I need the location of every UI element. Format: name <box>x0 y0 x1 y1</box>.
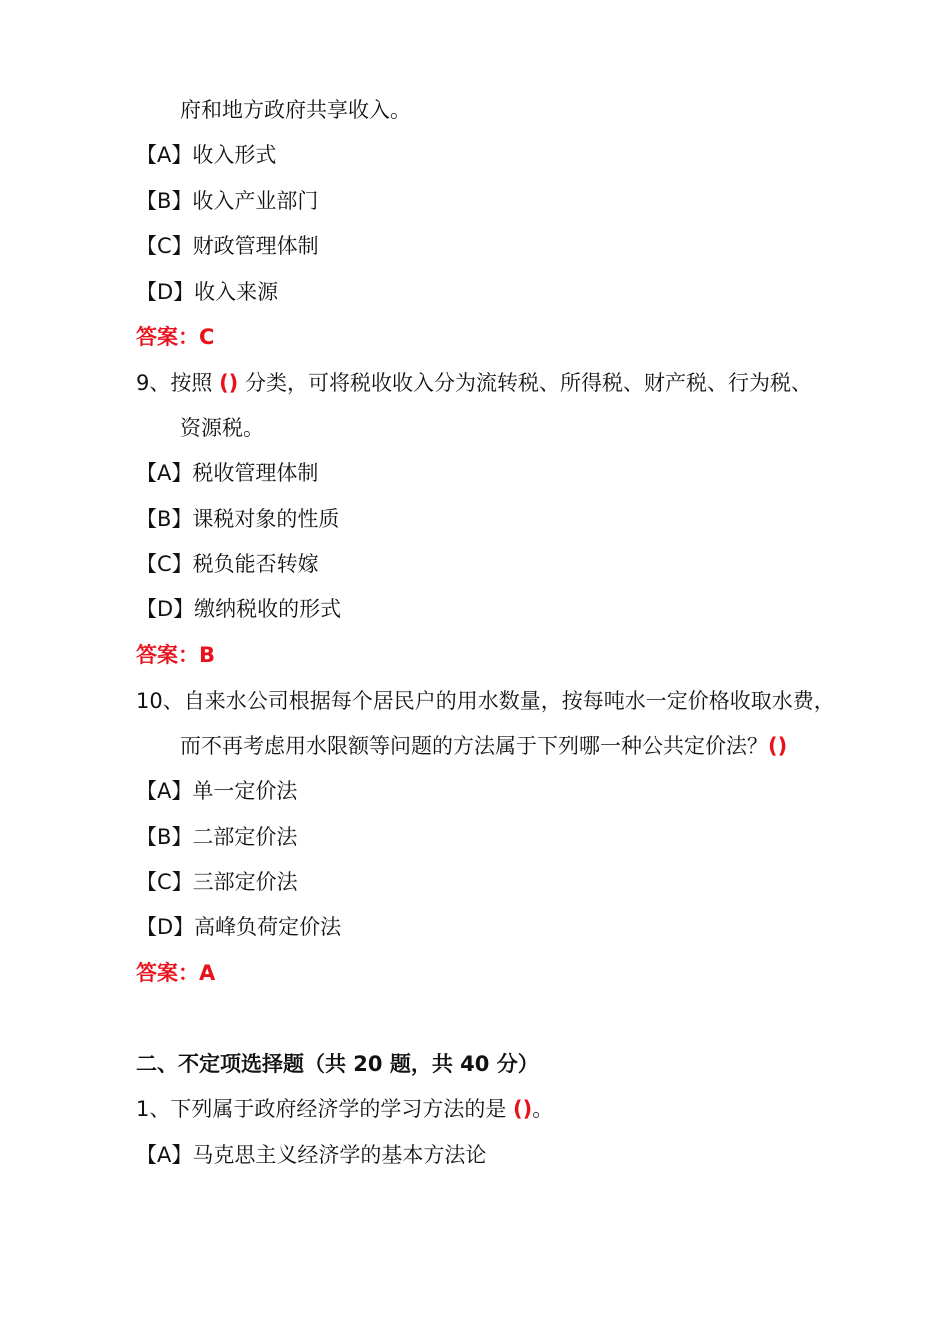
option-label: 【C】 <box>136 552 193 576</box>
answer-blank: () <box>219 371 239 395</box>
question-10-answer: 答案：A <box>136 961 216 985</box>
question-9-option-b <box>136 504 339 534</box>
question-9-stem <box>136 368 812 398</box>
question-10-option-d <box>136 912 341 942</box>
option-label: 【D】 <box>136 915 195 939</box>
option-label: 【A】 <box>136 143 193 167</box>
question-8-option-a <box>136 140 276 170</box>
section-heading: 二、不定项选择题（共 20 题，共 40 分） <box>136 1052 539 1076</box>
option-label: 【C】 <box>136 234 193 258</box>
answer-blank: () <box>768 734 788 758</box>
option-text: 缴纳税收的形式 <box>194 597 342 621</box>
answer-blank: () <box>513 1097 533 1121</box>
option-label: 【B】 <box>136 189 193 213</box>
question-8-answer: 答案：C <box>136 325 215 349</box>
question-10-option-a <box>136 776 297 806</box>
section-2-question-1-stem <box>136 1094 553 1124</box>
option-text: 收入来源 <box>194 280 279 304</box>
question-number: 9、按照 <box>136 371 213 395</box>
question-text: 1、下列属于政府经济学的学习方法的是 <box>136 1097 507 1121</box>
option-label: 【B】 <box>136 825 193 849</box>
question-9-option-c <box>136 549 319 579</box>
question-8-option-c <box>136 231 319 261</box>
option-text: 财政管理体制 <box>192 234 319 258</box>
option-text: 单一定价法 <box>192 779 298 803</box>
question-8-option-b <box>136 186 318 216</box>
option-text: 马克思主义经济学的基本方法论 <box>192 1143 487 1167</box>
option-label: 【D】 <box>136 597 195 621</box>
question-8-stem-continuation: 府和地方政府共享收入。 <box>180 98 411 122</box>
question-10-option-c <box>136 867 298 897</box>
option-text: 三部定价法 <box>192 870 298 894</box>
option-text: 高峰负荷定价法 <box>194 915 342 939</box>
option-text: 二部定价法 <box>192 825 298 849</box>
question-10-stem: 10、自来水公司根据每个居民户的用水数量，按每吨水一定价格收取水费， <box>136 689 835 713</box>
question-9-option-a <box>136 458 318 488</box>
question-text: 分类，可将税收收入分为流转税、所得税、财产税、行为税、 <box>244 371 812 395</box>
option-text: 税收管理体制 <box>192 461 319 485</box>
option-text: 课税对象的性质 <box>192 507 340 531</box>
option-label: 【B】 <box>136 507 193 531</box>
question-text: 而不再考虑用水限额等问题的方法属于下列哪一种公共定价法？ <box>180 734 768 758</box>
question-9-stem-continuation: 资源税。 <box>180 416 264 440</box>
option-label: 【D】 <box>136 280 195 304</box>
option-text: 收入形式 <box>192 143 277 167</box>
question-10-option-b <box>136 822 297 852</box>
question-9-option-d <box>136 594 341 624</box>
option-label: 【A】 <box>136 1143 193 1167</box>
question-end: 。 <box>532 1097 554 1121</box>
option-label: 【A】 <box>136 779 193 803</box>
section-2-question-1-option-a <box>136 1140 486 1170</box>
option-text: 税负能否转嫁 <box>192 552 319 576</box>
question-10-stem-continuation <box>180 731 787 761</box>
option-label: 【A】 <box>136 461 193 485</box>
option-label: 【C】 <box>136 870 193 894</box>
option-text: 收入产业部门 <box>192 189 319 213</box>
question-9-answer: 答案：B <box>136 643 216 667</box>
question-8-option-d <box>136 277 278 307</box>
